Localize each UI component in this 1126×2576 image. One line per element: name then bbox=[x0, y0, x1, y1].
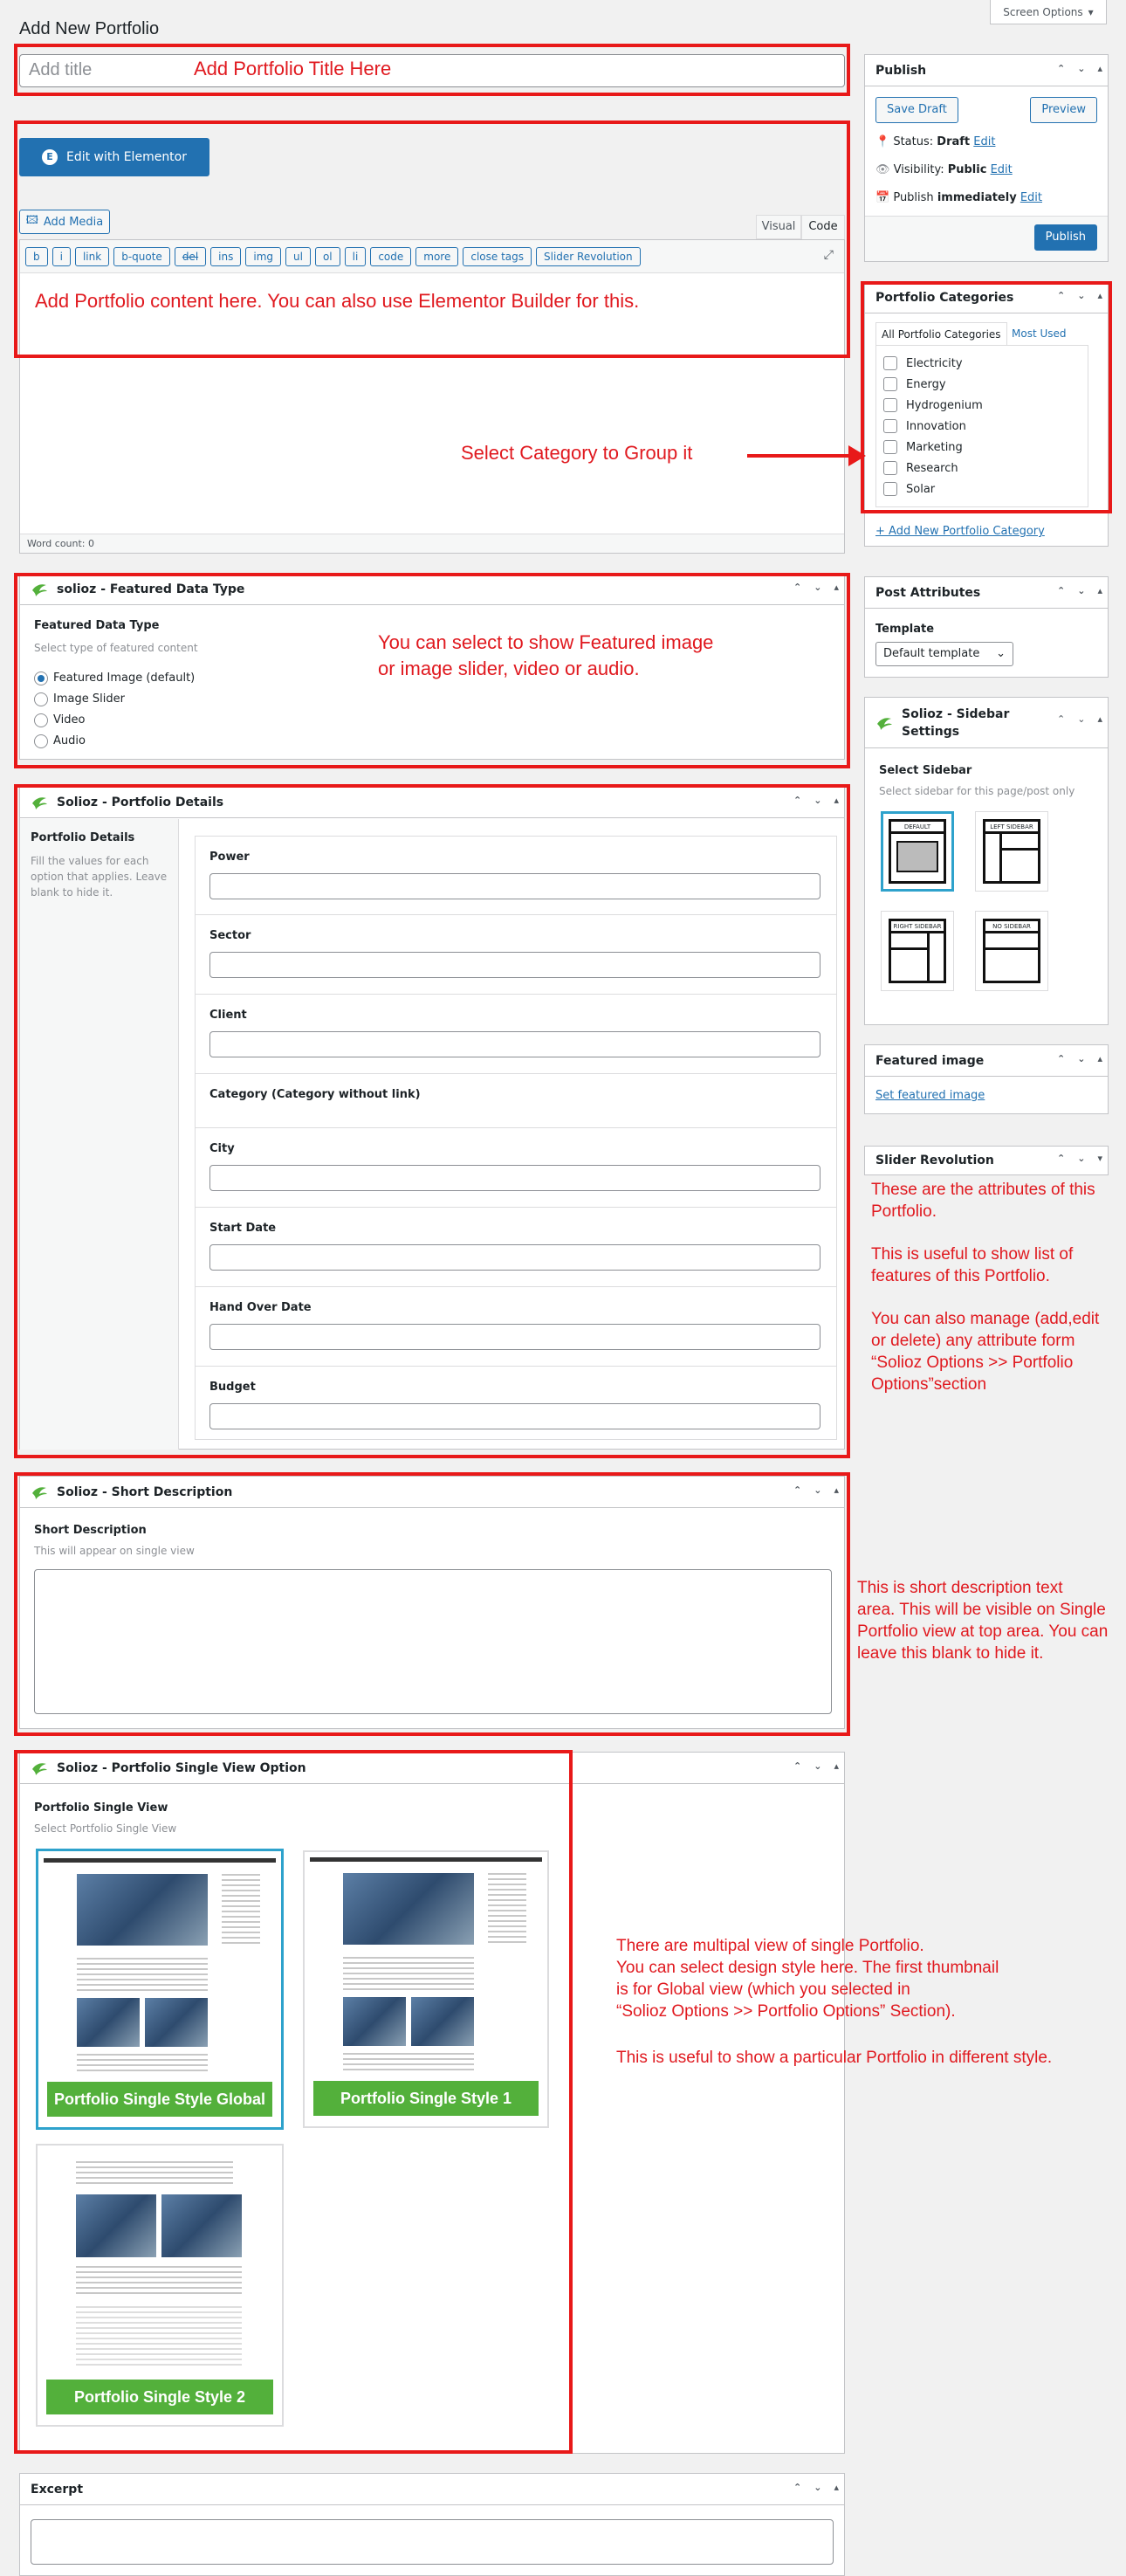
chevron-up-icon[interactable]: ⌃ bbox=[793, 2482, 802, 2493]
field-label: Start Date bbox=[209, 1222, 277, 1235]
thumb-text-lines bbox=[222, 1874, 260, 1946]
details-annotation-line: or delete) any attribute form bbox=[871, 1332, 1075, 1350]
thumb-hero-image bbox=[77, 1874, 208, 1946]
media-icon: 🖾 bbox=[25, 214, 38, 227]
caret-up-icon[interactable]: ▴ bbox=[1097, 1053, 1102, 1064]
arrow-head-icon bbox=[848, 445, 866, 466]
featured-data-options bbox=[34, 668, 195, 752]
excerpt-title: Excerpt bbox=[31, 2482, 84, 2497]
featured-data-label: Featured Data Type bbox=[34, 619, 160, 632]
field-sector bbox=[196, 915, 836, 995]
quicktag-button[interactable]: i bbox=[52, 247, 71, 266]
single-view-annotation-line: is for Global view (which you selected in bbox=[616, 1980, 910, 1999]
thumb-text-lines bbox=[77, 1958, 208, 1993]
category-checkbox[interactable] bbox=[883, 461, 897, 475]
chevron-down-icon[interactable]: ⌄ bbox=[1077, 585, 1086, 596]
details-side-help bbox=[31, 853, 168, 900]
chevron-down-icon: ▾ bbox=[1088, 5, 1094, 18]
details-annotation-line: You can also manage (add,edit bbox=[871, 1310, 1100, 1328]
quicktag-button[interactable]: b-quote bbox=[113, 247, 170, 266]
featured-image-title: Featured image bbox=[875, 1053, 985, 1068]
category-label: Marketing bbox=[906, 440, 963, 454]
chevron-down-icon[interactable]: ⌄ bbox=[814, 1484, 822, 1496]
slider-revolution-box bbox=[864, 1146, 1109, 1175]
caret-up-icon[interactable]: ▴ bbox=[1097, 290, 1102, 301]
radio-option[interactable] bbox=[34, 689, 195, 710]
single-view-annotation bbox=[616, 1935, 1114, 2069]
featured-data-annotation-line: You can select to show Featured image bbox=[378, 631, 714, 653]
chevron-down-icon: ⌄ bbox=[996, 647, 1006, 660]
quicktag-button[interactable]: code bbox=[370, 247, 411, 266]
template-label: Template bbox=[875, 623, 935, 636]
style-label: Portfolio Single Style Global bbox=[47, 2082, 272, 2117]
field-start-date bbox=[196, 1208, 836, 1287]
solioz-logo-icon bbox=[31, 1484, 48, 1500]
caret-up-icon[interactable]: ▴ bbox=[834, 1484, 839, 1496]
featured-data-annotation bbox=[378, 630, 713, 682]
arrow-icon bbox=[747, 454, 852, 458]
category-item[interactable] bbox=[883, 395, 1088, 416]
categories-title: Portfolio Categories bbox=[875, 290, 1014, 305]
radio-label: Image Slider bbox=[53, 692, 125, 706]
style-label: Portfolio Single Style 2 bbox=[46, 2380, 273, 2414]
visibility-edit-link[interactable]: Edit bbox=[990, 163, 1013, 176]
short-description-title: Solioz - Short Description bbox=[57, 1484, 233, 1499]
category-checkbox[interactable] bbox=[883, 398, 897, 412]
status-edit-link[interactable]: Edit bbox=[973, 135, 996, 148]
sidebar-settings-header bbox=[865, 698, 1108, 748]
quicktag-button[interactable]: close tags bbox=[463, 247, 532, 266]
chevron-down-icon[interactable]: ⌄ bbox=[814, 1760, 822, 1772]
excerpt-textarea[interactable] bbox=[31, 2519, 834, 2565]
city-input[interactable] bbox=[209, 1165, 820, 1191]
power-input[interactable] bbox=[209, 873, 820, 899]
quicktags-toolbar bbox=[20, 240, 844, 273]
tab-code[interactable]: Code bbox=[801, 215, 845, 240]
thumb-text-lines bbox=[76, 2306, 242, 2367]
sidebar-option-label: LEFT SIDEBAR bbox=[985, 822, 1038, 834]
sidebar-option-default[interactable] bbox=[881, 811, 954, 892]
single-view-header bbox=[20, 1753, 844, 1784]
budget-input[interactable] bbox=[209, 1403, 820, 1429]
caret-up-icon[interactable]: ▴ bbox=[1097, 585, 1102, 596]
category-list bbox=[875, 345, 1088, 507]
portfolio-details-box bbox=[19, 786, 845, 1450]
eye-icon: 👁 bbox=[875, 163, 890, 176]
radio-button[interactable] bbox=[34, 734, 48, 748]
sidebar-option-label: NO SIDEBAR bbox=[985, 921, 1038, 933]
quicktag-button[interactable]: img bbox=[245, 247, 281, 266]
chevron-up-icon[interactable]: ⌃ bbox=[1057, 1053, 1066, 1064]
featured-data-annotation-line: or image slider, video or audio. bbox=[378, 658, 640, 679]
page-title: Add New Portfolio bbox=[19, 19, 160, 38]
sidebar-option-right[interactable] bbox=[881, 911, 954, 991]
word-count: Word count: 0 bbox=[20, 534, 844, 553]
sidebar-settings-title-2: Settings bbox=[902, 724, 960, 739]
category-checkbox[interactable] bbox=[883, 377, 897, 391]
publish-box bbox=[864, 54, 1109, 262]
details-annotation-line: This is useful to show list of bbox=[871, 1245, 1074, 1264]
field-label: Budget bbox=[209, 1381, 256, 1394]
solioz-logo-icon bbox=[31, 582, 48, 597]
chevron-up-icon[interactable]: ⌃ bbox=[793, 582, 802, 593]
quicktag-button[interactable]: b bbox=[25, 247, 48, 266]
chevron-down-icon[interactable]: ⌄ bbox=[814, 582, 822, 593]
field-budget bbox=[196, 1367, 836, 1440]
editor-area[interactable] bbox=[19, 239, 845, 554]
featured-data-header bbox=[20, 574, 844, 605]
portfolio-details-header bbox=[20, 787, 844, 818]
featured-data-help: Select type of featured content bbox=[34, 642, 198, 654]
single-view-annotation-line: “Solioz Options >> Portfolio Options” Section). bbox=[616, 2002, 956, 2021]
category-item[interactable] bbox=[883, 437, 1088, 458]
details-annotation-line: Options”section bbox=[871, 1375, 987, 1394]
sidebar-option-label: RIGHT SIDEBAR bbox=[891, 921, 944, 933]
template-select[interactable] bbox=[875, 642, 1013, 666]
field-label: Sector bbox=[209, 929, 251, 942]
field-city bbox=[196, 1128, 836, 1208]
schedule-label: Publish bbox=[893, 191, 934, 204]
category-checkbox[interactable] bbox=[883, 440, 897, 454]
chevron-up-icon[interactable]: ⌃ bbox=[1057, 585, 1066, 596]
template-value: Default template bbox=[883, 647, 980, 660]
quicktag-button[interactable]: link bbox=[75, 247, 109, 266]
quicktag-button[interactable]: ins bbox=[210, 247, 241, 266]
chevron-up-icon[interactable]: ⌃ bbox=[793, 1760, 802, 1772]
category-item[interactable] bbox=[883, 458, 1088, 479]
chevron-down-icon[interactable]: ⌄ bbox=[1077, 713, 1086, 725]
category-checkbox[interactable] bbox=[883, 482, 897, 496]
field-label: City bbox=[209, 1142, 235, 1155]
add-new-category-link[interactable]: + Add New Portfolio Category bbox=[875, 525, 1045, 538]
elementor-button[interactable] bbox=[19, 138, 209, 176]
tab-most-used[interactable]: Most Used bbox=[1012, 327, 1067, 340]
chevron-down-icon[interactable]: ⌄ bbox=[814, 2482, 822, 2493]
field-label: Client bbox=[209, 1009, 247, 1022]
single-view-box bbox=[19, 1752, 845, 2454]
short-description-annotation-line: leave this blank to hide it. bbox=[857, 1644, 1044, 1663]
details-annotation-line: features of this Portfolio. bbox=[871, 1267, 1050, 1285]
single-view-annotation-line: This is useful to show a particular Portfolio in different style. bbox=[616, 2049, 1053, 2067]
category-item[interactable] bbox=[883, 416, 1088, 437]
add-media-label: Add Media bbox=[43, 215, 104, 229]
style-1-thumbnail[interactable] bbox=[303, 1850, 549, 2128]
category-checkbox[interactable] bbox=[883, 356, 897, 370]
thumb-topbar bbox=[310, 1857, 542, 1862]
title-annotation: Add Portfolio Title Here bbox=[194, 58, 392, 79]
post-attributes-header bbox=[865, 577, 1108, 609]
field-label: Category (Category without link) bbox=[209, 1088, 421, 1101]
title-input[interactable] bbox=[19, 54, 845, 87]
caret-up-icon[interactable]: ▴ bbox=[1097, 713, 1102, 725]
caret-up-icon[interactable]: ▴ bbox=[834, 1760, 839, 1772]
categories-header bbox=[865, 282, 1108, 313]
short-description-help: This will appear on single view bbox=[34, 1545, 195, 1557]
details-side-help-line: Fill the values for each bbox=[31, 855, 149, 867]
field-label: Power bbox=[209, 851, 250, 864]
short-description-box bbox=[19, 1476, 845, 1729]
sidebar-option-left[interactable] bbox=[975, 811, 1048, 892]
chevron-down-icon[interactable]: ⌄ bbox=[1077, 1153, 1086, 1164]
style-global-thumbnail[interactable] bbox=[36, 1849, 284, 2130]
solioz-logo-icon bbox=[31, 795, 48, 810]
category-label: Research bbox=[906, 461, 958, 475]
select-sidebar-help: Select sidebar for this page/post only bbox=[879, 785, 1075, 797]
details-annotation-line: “Solioz Options >> Portfolio bbox=[871, 1353, 1074, 1372]
thumb-image bbox=[145, 1998, 208, 2047]
field-power bbox=[196, 837, 836, 915]
client-input[interactable] bbox=[209, 1031, 820, 1057]
short-description-annotation-line: This is short description text bbox=[857, 1579, 1063, 1597]
status-value: Draft bbox=[937, 135, 971, 148]
short-description-annotation bbox=[857, 1577, 1126, 1664]
single-view-title: Solioz - Portfolio Single View Option bbox=[57, 1760, 306, 1775]
chevron-up-icon[interactable]: ⌃ bbox=[793, 1484, 802, 1496]
fullscreen-icon[interactable]: ⤢ bbox=[823, 248, 834, 262]
category-item[interactable] bbox=[883, 374, 1088, 395]
category-label: Solar bbox=[906, 482, 936, 496]
pin-icon: 📍 bbox=[875, 135, 890, 148]
thumb-text-lines bbox=[343, 1957, 474, 1992]
caret-up-icon[interactable]: ▴ bbox=[834, 582, 839, 593]
status-row bbox=[875, 135, 995, 148]
single-view-annotation-line: There are multipal view of single Portfolio. bbox=[616, 1937, 924, 1955]
details-annotation bbox=[871, 1179, 1121, 1395]
category-item[interactable] bbox=[883, 353, 1088, 374]
short-description-annotation-line: Portfolio view at top area. You can bbox=[857, 1622, 1109, 1641]
set-featured-image-link[interactable]: Set featured image bbox=[875, 1089, 985, 1102]
thumb-hero-image bbox=[343, 1873, 474, 1945]
category-annotation: Select Category to Group it bbox=[461, 442, 693, 464]
field-hand-over-date bbox=[196, 1287, 836, 1367]
publish-title: Publish bbox=[875, 63, 927, 78]
style-2-thumbnail[interactable] bbox=[36, 2144, 284, 2427]
details-annotation-line: Portfolio. bbox=[871, 1202, 937, 1221]
thumb-image bbox=[411, 1997, 474, 2046]
add-media-button[interactable] bbox=[19, 210, 110, 234]
details-sidebar bbox=[20, 819, 179, 1450]
start-date-input[interactable] bbox=[209, 1244, 820, 1271]
quicktag-button[interactable]: Slider Revolution bbox=[536, 247, 641, 266]
style-label: Portfolio Single Style 1 bbox=[313, 2081, 539, 2116]
radio-label: Audio bbox=[53, 734, 86, 747]
chevron-down-icon[interactable]: ⌄ bbox=[1077, 1053, 1086, 1064]
screen-options-label: Screen Options bbox=[1003, 5, 1083, 18]
quicktag-button[interactable]: li bbox=[345, 247, 367, 266]
thumb-image bbox=[76, 2194, 156, 2257]
chevron-down-icon[interactable]: ⌄ bbox=[1077, 290, 1086, 301]
slider-revolution-header bbox=[865, 1147, 1108, 1174]
single-view-label: Portfolio Single View bbox=[34, 1801, 168, 1815]
solioz-logo-icon bbox=[31, 1760, 48, 1776]
featured-data-box bbox=[19, 573, 845, 760]
caret-down-icon[interactable]: ▾ bbox=[1097, 1153, 1102, 1164]
visibility-value: Public bbox=[947, 163, 987, 176]
featured-data-title: solioz - Featured Data Type bbox=[57, 582, 245, 596]
single-view-help: Select Portfolio Single View bbox=[34, 1822, 177, 1835]
thumb-image bbox=[77, 1998, 140, 2047]
details-fields bbox=[195, 836, 837, 1440]
thumb-text-lines bbox=[76, 2161, 233, 2187]
visibility-row bbox=[875, 163, 1013, 176]
quicktag-button[interactable]: ol bbox=[315, 247, 340, 266]
chevron-down-icon[interactable]: ⌄ bbox=[1077, 63, 1086, 74]
elementor-icon: E bbox=[42, 149, 58, 165]
thumb-text-lines bbox=[76, 2266, 242, 2297]
chevron-up-icon[interactable]: ⌃ bbox=[1057, 1153, 1066, 1164]
schedule-row bbox=[875, 191, 1042, 204]
thumb-image bbox=[161, 2194, 242, 2257]
select-sidebar-label: Select Sidebar bbox=[879, 764, 972, 777]
featured-image-header bbox=[865, 1045, 1108, 1077]
short-description-annotation-line: area. This will be visible on Single bbox=[857, 1601, 1106, 1619]
calendar-icon: 📅 bbox=[875, 191, 890, 204]
radio-button[interactable] bbox=[34, 692, 48, 706]
details-side-help-line: option that applies. Leave bbox=[31, 871, 168, 883]
portfolio-details-title: Solioz - Portfolio Details bbox=[57, 795, 224, 809]
category-label: Innovation bbox=[906, 419, 966, 433]
preview-button[interactable]: Preview bbox=[1030, 97, 1097, 123]
thumb-text-lines bbox=[77, 2054, 208, 2075]
save-draft-button[interactable]: Save Draft bbox=[875, 97, 958, 123]
single-view-annotation-line: You can select design style here. The first thumbnail bbox=[616, 1959, 999, 1977]
chevron-up-icon[interactable]: ⌃ bbox=[1057, 713, 1066, 725]
featured-image-box bbox=[864, 1044, 1109, 1114]
radio-option[interactable] bbox=[34, 731, 195, 752]
elementor-label: Edit with Elementor bbox=[66, 150, 187, 164]
field-label: Hand Over Date bbox=[209, 1301, 312, 1314]
radio-label: Featured Image (default) bbox=[53, 672, 196, 685]
tab-all-categories[interactable]: All Portfolio Categories bbox=[875, 322, 1007, 345]
quicktag-button[interactable]: more bbox=[415, 247, 458, 266]
excerpt-box bbox=[19, 2473, 845, 2576]
sidebar-settings-box bbox=[864, 697, 1109, 1025]
radio-option[interactable] bbox=[34, 710, 195, 731]
title-placeholder: Add title bbox=[29, 60, 93, 79]
quicktag-button[interactable]: ul bbox=[285, 247, 311, 266]
chevron-up-icon[interactable]: ⌃ bbox=[1057, 290, 1066, 301]
thumb-topbar bbox=[44, 1858, 276, 1863]
sidebar-settings-title-1: Solioz - Sidebar bbox=[902, 706, 1010, 721]
chevron-up-icon[interactable]: ⌃ bbox=[1057, 63, 1066, 74]
quicktag-button[interactable]: del bbox=[175, 247, 206, 266]
field-category bbox=[196, 1074, 836, 1128]
short-description-header bbox=[20, 1477, 844, 1508]
visibility-label: Visibility: bbox=[893, 163, 944, 176]
category-label: Energy bbox=[906, 377, 946, 391]
slider-revolution-title: Slider Revolution bbox=[875, 1154, 994, 1167]
thumb-text-lines bbox=[488, 1873, 526, 1945]
category-item[interactable] bbox=[883, 479, 1088, 499]
field-client bbox=[196, 995, 836, 1074]
radio-label: Video bbox=[53, 713, 86, 727]
details-side-help-line: blank to hide it. bbox=[31, 886, 113, 899]
thumb-image bbox=[343, 1997, 406, 2046]
caret-up-icon[interactable]: ▴ bbox=[1097, 63, 1102, 74]
categories-box bbox=[864, 281, 1109, 547]
details-side-title: Portfolio Details bbox=[31, 831, 135, 844]
short-description-label: Short Description bbox=[34, 1524, 147, 1537]
sidebar-option-none[interactable] bbox=[975, 911, 1048, 991]
chevron-down-icon[interactable]: ⌄ bbox=[814, 795, 822, 806]
status-label: Status: bbox=[893, 135, 934, 148]
caret-up-icon[interactable]: ▴ bbox=[834, 2482, 839, 2493]
caret-up-icon[interactable]: ▴ bbox=[834, 795, 839, 806]
sector-input[interactable] bbox=[209, 952, 820, 978]
thumb-text-lines bbox=[343, 2053, 474, 2074]
chevron-up-icon[interactable]: ⌃ bbox=[793, 795, 802, 806]
radio-option[interactable] bbox=[34, 668, 195, 689]
schedule-value: immediately bbox=[937, 191, 1017, 204]
short-description-textarea[interactable] bbox=[34, 1569, 832, 1714]
category-label: Electricity bbox=[906, 356, 963, 370]
tab-visual[interactable]: Visual bbox=[756, 215, 801, 239]
publish-button[interactable]: Publish bbox=[1034, 224, 1097, 251]
schedule-edit-link[interactable]: Edit bbox=[1020, 191, 1043, 204]
radio-button[interactable] bbox=[34, 713, 48, 727]
publish-header bbox=[865, 55, 1108, 86]
category-checkbox[interactable] bbox=[883, 419, 897, 433]
radio-button[interactable] bbox=[34, 672, 48, 685]
solioz-logo-icon bbox=[875, 715, 893, 731]
hand-over-date-input[interactable] bbox=[209, 1324, 820, 1350]
post-attributes-box bbox=[864, 576, 1109, 678]
editor-annotation: Add Portfolio content here. You can also use Elementor Builder for this. bbox=[35, 290, 640, 312]
excerpt-header bbox=[20, 2474, 844, 2505]
details-annotation-line: These are the attributes of this bbox=[871, 1181, 1095, 1199]
sidebar-option-label: DEFAULT bbox=[891, 822, 944, 834]
category-label: Hydrogenium bbox=[906, 398, 983, 412]
post-attributes-title: Post Attributes bbox=[875, 585, 981, 600]
screen-options-button[interactable] bbox=[990, 0, 1107, 24]
